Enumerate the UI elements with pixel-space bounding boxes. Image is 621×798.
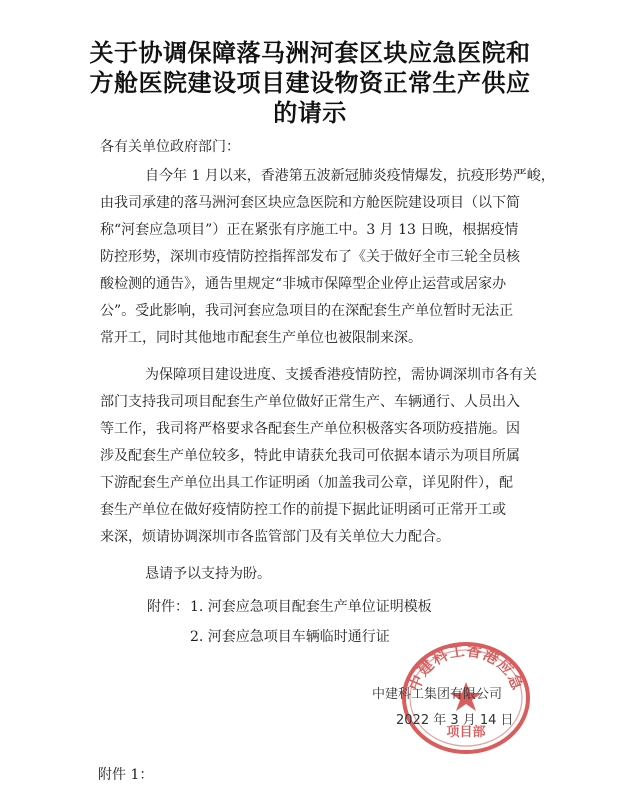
paragraph-2-line-4: 涉及配套生产单位较多，特此申请获允我司可依据本请示为项目所属	[100, 448, 520, 464]
paragraph-1-line-1: 自今年 1 月以来，香港第五波新冠肺炎疫情爆发，抗疫形势严峻，	[145, 168, 555, 184]
title-line-2: 方舱医院建设项目建设物资正常生产供应	[89, 68, 531, 97]
paragraph-1-line-3: 称“河套应急项目”）正在紧张有序施工中。3 月 13 日晚，根据疫情	[100, 222, 519, 238]
salutation: 各有关单位政府部门：	[100, 139, 240, 155]
attachments-label: 附件：	[147, 599, 189, 615]
footer-attachment-label: 附件 1：	[98, 767, 154, 783]
paragraph-2-line-6: 套生产单位在做好疫情防控工作的前提下据此证明函可正常开工或	[100, 502, 506, 518]
paragraph-2-line-7: 来深，烦请协调深圳市各监管部门及有关单位大力配合。	[100, 529, 450, 545]
paragraph-2-line-3: 等工作，我司将严格要求各配套生产单位积极落实各项防疫措施。因	[100, 421, 520, 437]
paragraph-1-line-5: 酸检测的通告》，通告里规定“非城市保障型企业停止运营或居家办	[100, 276, 507, 292]
paragraph-1-line-2: 由我司承建的落马洲河套区块应急医院和方舱医院建设项目（以下简	[100, 195, 520, 211]
paragraph-1-line-4: 防控形势，深圳市疫情防控指挥部发布了《关于做好全市三轮全员核	[100, 249, 520, 265]
attachment-item-1: 1. 河套应急项目配套生产单位证明模板	[190, 599, 432, 615]
paragraph-1-line-7: 常开工，同时其他地市配套生产单位也被限制来深。	[100, 330, 422, 346]
signing-date: 2022 年 3 月 14 日	[396, 713, 514, 728]
seal-bottom-text: 项目部	[446, 725, 486, 740]
paragraph-1-line-6: 公”。受此影响，我司河套应急项目的在深配套生产单位暂时无法正	[100, 303, 514, 319]
attachment-item-2: 2. 河套应急项目车辆临时通行证	[190, 629, 390, 645]
paragraph-3-line-1: 恳请予以支持为盼。	[145, 566, 271, 582]
document-title	[60, 38, 560, 128]
paragraph-2-line-1: 为保障项目建设进度、支援香港疫情防控，需协调深圳市各有关	[145, 367, 537, 383]
paragraph-2-line-2: 部门支持我司项目配套生产单位做好正常生产、车辆通行、人员出入	[100, 394, 520, 410]
paragraph-2-line-5: 下游配套生产单位出具工作证明函（加盖我司公章，详见附件），配	[100, 475, 513, 491]
signer-name: 中建科工集团有限公司	[372, 687, 503, 702]
title-line-1: 关于协调保障落马洲河套区块应急医院和	[89, 38, 531, 67]
title-line-3: 的请示	[273, 98, 347, 127]
seal-top-text: 中建科工香港应急	[405, 641, 527, 694]
